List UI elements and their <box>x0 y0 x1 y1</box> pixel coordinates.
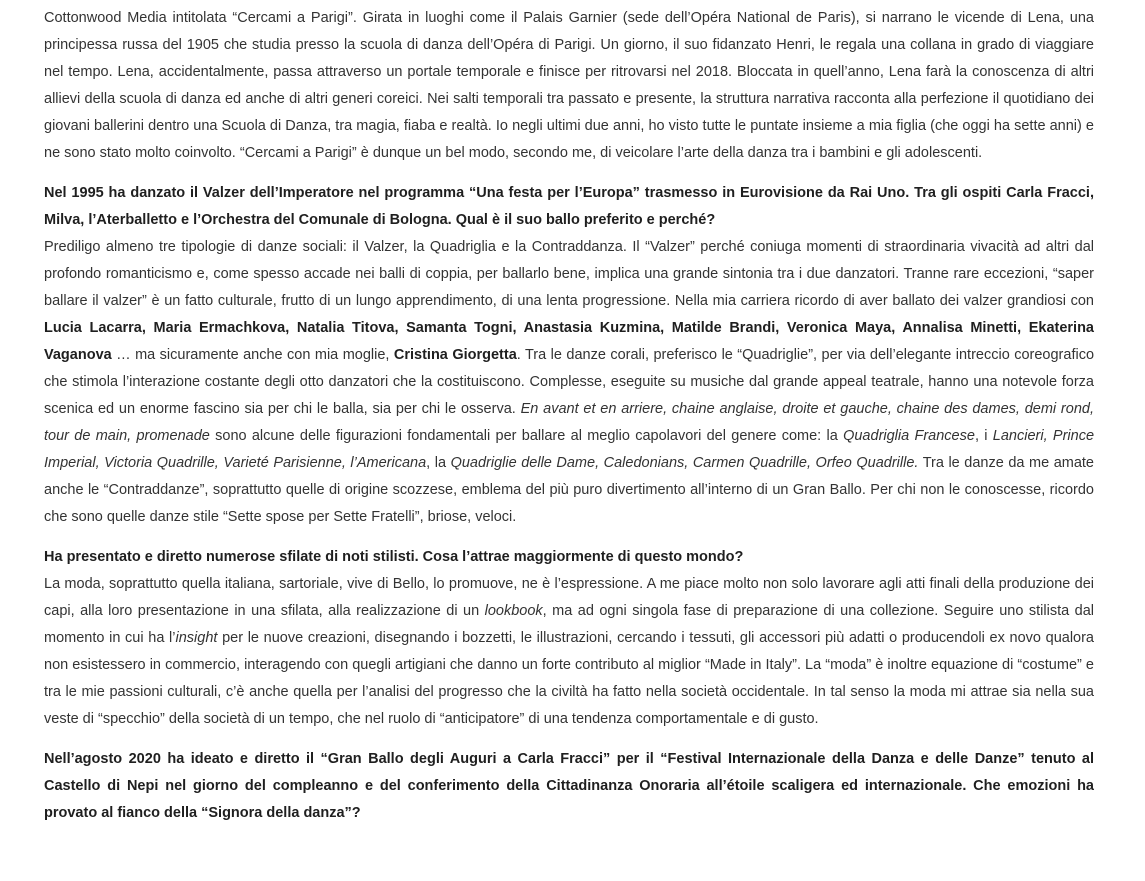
qa-block-waltz <box>44 180 1094 531</box>
quadrille-title-2: Lancieri, Prince Imperial, Victoria Quadrille, Varieté Parisienne, l’Americana <box>44 428 1095 471</box>
answer-fashion <box>44 571 1094 733</box>
question-waltz <box>44 180 1094 234</box>
answer-waltz-text-1: Prediligo almeno tre tipologie di danze sociali: il Valzer, la Quadriglia e la Contraddanza. Il “Valzer” perché coniuga momenti di straordinaria vivacità ad altri dal profondo romanticismo e, come spesso accade nei balli di coppia, per ballarlo bene, implica una grande sintonia tra i due danzatori. Tranne rare eccezioni, “saper ballare il valzer” è un fatto culturale, frutto di un lungo apprendimento, di una lenta progressione. Nella mia carriera ricordo di aver ballato dei valzer grandiosi con <box>44 239 1094 309</box>
quadrille-title-3: Quadriglie delle Dame, Caledonians, Carmen Quadrille, Orfeo Quadrille. <box>450 455 919 471</box>
question-waltz-text: Nel 1995 ha danzato il Valzer dell’Imperatore nel programma “Una festa per l’Europa” trasmesso in Eurovisione da Rai Uno. Tra gli ospiti Carla Fracci, Milva, l’Aterballetto e l’Orchestra del Comunale di Bologna. Qual è il suo ballo preferito e perché? <box>44 185 1094 228</box>
question-fashion <box>44 544 1094 571</box>
dance-partners-names: Lucia Lacarra, Maria Ermachkova, Natalia Titova, Samanta Togni, Anastasia Kuzmina, Matilde Brandi, Veronica Maya, Annalisa Minetti, Ekaterina Vaganova <box>44 320 1094 363</box>
answer-waltz-text-6: , la <box>426 455 451 471</box>
quadrille-title-1: Quadriglia Francese <box>843 428 975 444</box>
answer-waltz-text-7: Tra le danze da me amate anche le “Contraddanze”, soprattutto quelle di origine scozzese, emblema del più puro divertimento all’interno di un Gran Ballo. Per chi non le conoscesse, ricordo che sono quelle danze stile “Sette spose per Sette Fratelli”, briose, veloci. <box>44 455 1094 525</box>
intro-text: Cottonwood Media intitolata “Cercami a Parigi”. Girata in luoghi come il Palais Garnier (sede dell’Opéra National de Paris), si narrano le vicende di Lena, una principessa russa del 1905 che studia presso la scuola di danza dell’Opéra di Parigi. Un giorno, il suo fidanzato Henri, le regala una collana in grado di viaggiare nel tempo. Lena, accidentalmente, passa attraverso un portale temporale e finisce per ritrovarsi nel 2018. Bloccata in quell’anno, Lena farà la conoscenza di altri allievi della scuola di danza ed anche di altri generi coreici. Nei salti temporali tra passato e presente, la struttura narrativa racconta alla perfezione il quotidiano dei giovani ballerini dentro una Scuola di Danza, tra magia, fiaba e realtà. Io negli ultimi due anni, ho visto tutte le puntate insieme a mia figlia (che oggi ha sette anni) e ne sono stato molto coinvolto. “Cercami a Parigi” è dunque un bel modo, secondo me, di veicolare l’arte della danza tra i bambini e gli adolescenti. <box>44 10 1094 161</box>
answer-fashion-text-3: per le nuove creazioni, disegnando i bozzetti, le illustrazioni, cercando i tessuti, gli accessori più adatti o producendoli ex novo qualora non esistessero in commercio, interagendo con quegli artigiani che danno un forte contributo al miglior “Made in Italy”. La “moda” è inoltre equazione di “costume” e tra le mie passioni culturali, c’è anche quella per l’analisi del progresso che la civiltà ha fatto nella società occidentale. In tal senso la moda mi attrae sia nella sua veste di “specchio” della società di un tempo, che nel ruolo di “anticipatore” di una tendenza comportamentale e di gusto. <box>44 630 1094 727</box>
answer-waltz-text-4: sono alcune delle figurazioni fondamentali per ballare al meglio capolavori del genere come: la <box>209 428 844 444</box>
answer-waltz-text-2: … ma sicuramente anche con mia moglie, <box>111 347 394 363</box>
qa-block-fashion <box>44 544 1094 733</box>
wife-name: Cristina Giorgetta <box>393 347 517 363</box>
answer-waltz-text-5: , i <box>974 428 993 444</box>
article-body <box>44 0 1094 827</box>
question-fracci <box>44 746 1094 827</box>
intro-paragraph <box>44 5 1094 167</box>
quadrille-figures: En avant et en arriere, chaine anglaise, droite et gauche, chaine des dames, demi rond, tour de main, promenade <box>44 401 1094 444</box>
answer-waltz <box>44 234 1094 531</box>
answer-fashion-text-1: La moda, soprattutto quella italiana, sartoriale, vive di Bello, lo promuove, ne è l’espressione. A me piace molto non solo lavorare agli atti finali della produzione dei capi, alla loro presentazione in una sfilata, alla realizzazione di un <box>44 576 1094 619</box>
lookbook-term: lookbook <box>484 603 543 619</box>
answer-fashion-text-2: , ma ad ogni singola fase di preparazione di una collezione. Seguire uno stilista dal momento in cui ha l’ <box>44 603 1094 646</box>
answer-waltz-text-3: . Tra le danze corali, preferisco le “Quadriglie”, per via dell’elegante intreccio coreografico che stimola l’interazione costante degli otto danzatori che la costituiscono. Complesse, eseguite su musiche dal grande appeal teatrale, hanno una notevole forza scenica ed un enorme fascino sia per chi le balla, sia per chi le osserva. <box>44 347 1095 417</box>
qa-block-fracci <box>44 746 1094 827</box>
insight-term: insight <box>175 630 218 646</box>
question-fracci-text: Nell’agosto 2020 ha ideato e diretto il “Gran Ballo degli Auguri a Carla Fracci” per il “Festival Internazionale della Danza e delle Danze” tenuto al Castello di Nepi nel giorno del compleanno e del conferimento della Cittadinanza Onoraria all’étoile scaligera ed internazionale. Che emozioni ha provato al fianco della “Signora della danza”? <box>44 751 1094 821</box>
question-fashion-text: Ha presentato e diretto numerose sfilate di noti stilisti. Cosa l’attrae maggiormente di questo mondo? <box>44 549 744 565</box>
